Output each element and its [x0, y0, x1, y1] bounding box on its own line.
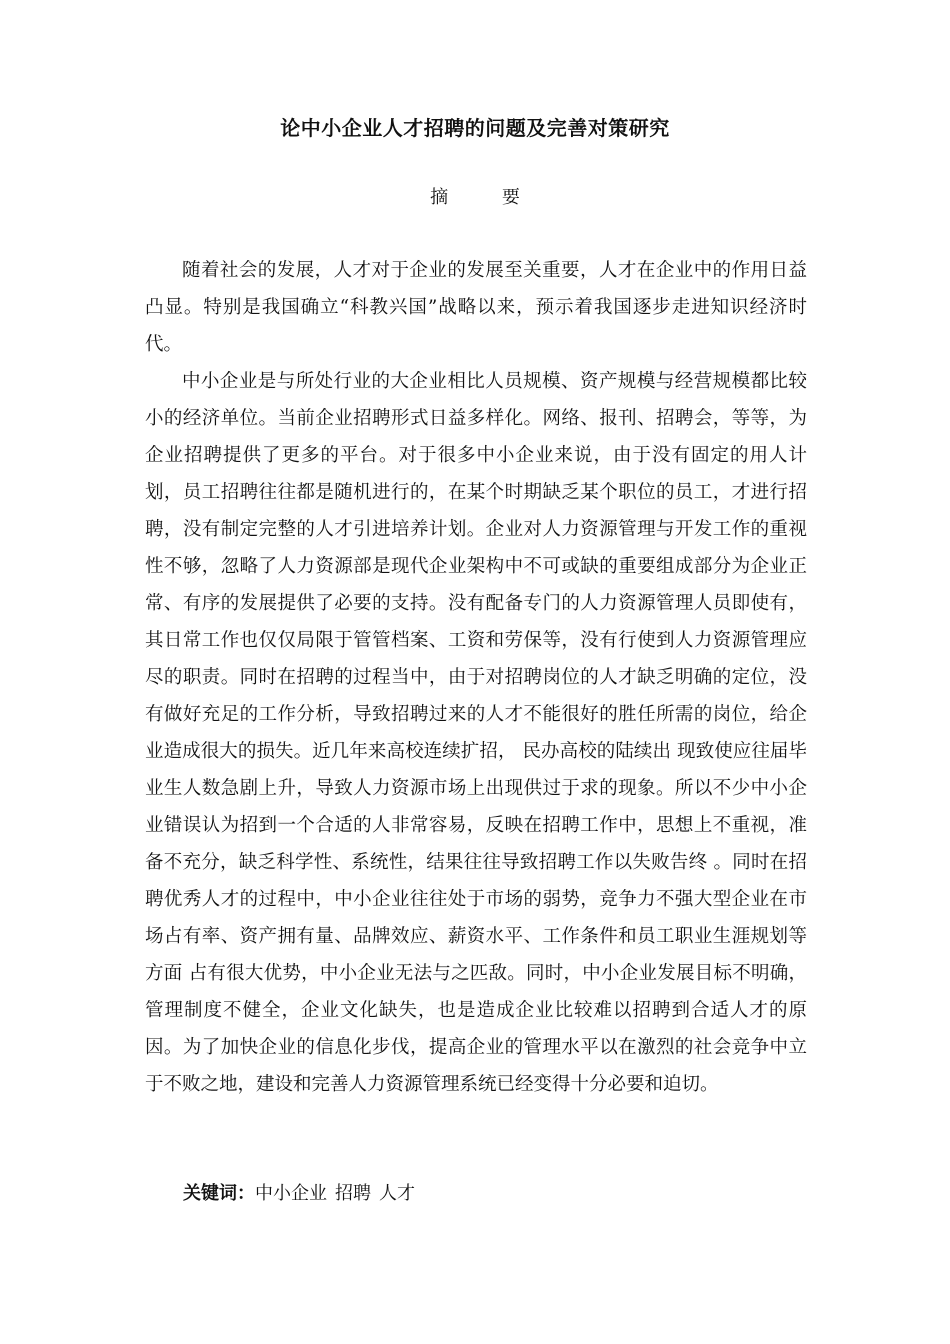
- abstract-heading: 摘 要: [430, 187, 544, 208]
- abstract-paragraph-1: 随着社会的发展，人才对于企业的发展至关重要，人才在企业中的作用日益凸显。特别是我国确立“科教兴国”战略以来，预示着我国逐步走进知识经济时代。: [145, 260, 807, 355]
- abstract-paragraph-2: 中小企业是与所处行业的大企业相比人员规模、资产规模与经营规模都比较小的经济单位。当前企业招聘形式日益多样化。网络、报刊、招聘会，等等，为企业招聘提供了更多的平台。对于很多中小企业来说，由于没有固定的用人计划，员工招聘往往都是随机进行的，在某个时期缺乏某个职位的员工，才进行招聘，没有制定完整的人才引进培养计划。企业对人力资源管理与开发工作的重视性不够，忽略了人力资源部是现代企业架构中不可或缺的重要组成部分为企业正常、有序的发展提供了必要的支持。没有配备专门的人力资源管理人员即使有，其日常工作也仅仅局限于管管档案、工资和劳保等，没有行使到人力资源管理应尽的职责。同时在招聘的过程当中，由于对招聘岗位的人才缺乏明确的定位，没有做好充足的工作分析，导致招聘过来的人才不能很好的胜任所需的岗位，给企业造成很大的损失。近几年来高校连续扩招， 民办高校的陆续出 现致使应往届毕业生人数急剧上升，导致人力资源市场上出现供过于求的现象。所以不少中小企业错误认为招到一个合适的人非常容易，反映在招聘工作中，思想上不重视，准备不充分，缺乏科学性、系统性，结果往往导致招聘工作以失败告终 。同时在招聘优秀人才的过程中，中小企业往往处于市场的弱势，竞争力不强大型企业在市场占有率、资产拥有量、品牌效应、薪资水平、工作条件和员工职业生涯规划等方面 占有很大优势，中小企业无法与之匹敌。同时，中小企业发展目标不明确，管理制度不健全，企业文化缺失，也是造成企业比较难以招聘到合适人才的原因。为了加快企业的信息化步伐，提高企业的管理水平以在激烈的社会竞争中立于不败之地，建设和完善人力资源管理系统已经变得十分必要和迫切。: [145, 371, 807, 1095]
- keyword-item: 人才: [379, 1183, 415, 1204]
- keywords-label: 关键词：: [183, 1183, 255, 1204]
- abstract-body: [145, 252, 807, 1103]
- keywords-line: [183, 1179, 423, 1209]
- keyword-item: 招聘: [335, 1183, 371, 1204]
- paper-title: 论中小企业人才招聘的问题及完善对策研究: [280, 116, 670, 140]
- keyword-item: 中小企业: [255, 1183, 327, 1204]
